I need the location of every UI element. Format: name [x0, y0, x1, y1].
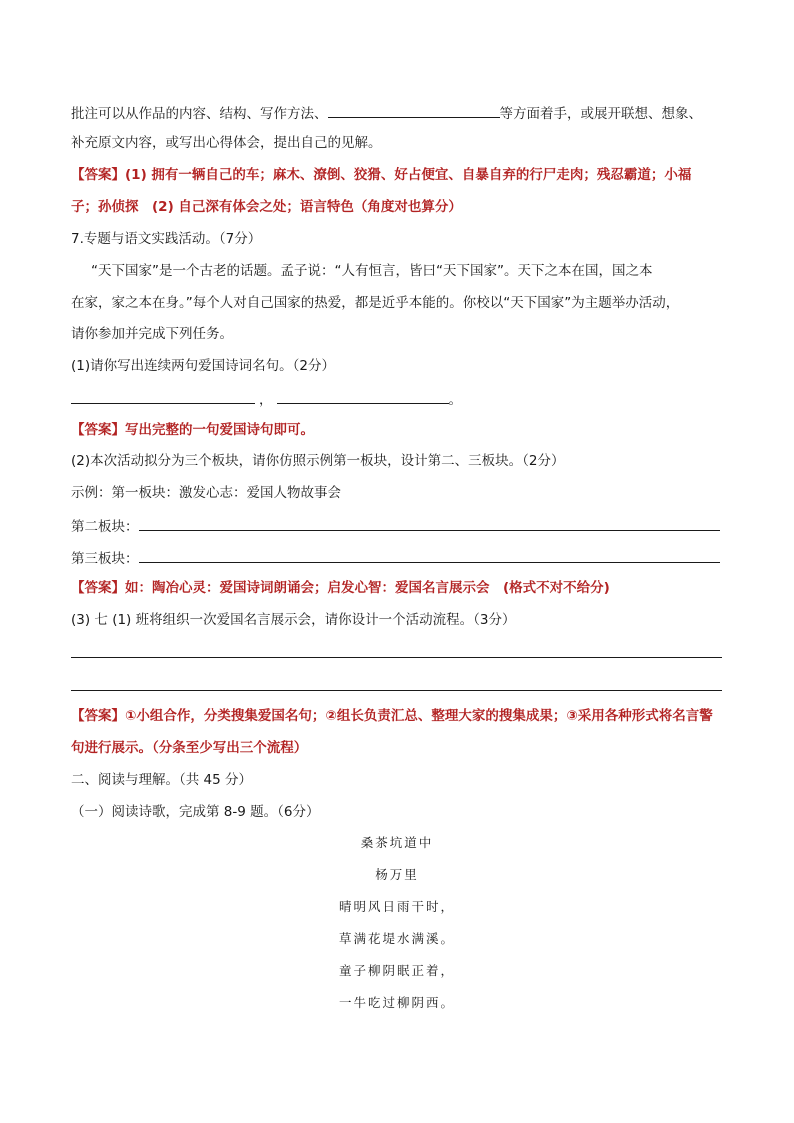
- poem-line-3: 童子柳阴眠正着，: [338, 963, 455, 978]
- poetry-blank-1[interactable]: [71, 389, 255, 404]
- board-3-label: 第三板块：: [71, 551, 139, 567]
- blank-comma: ，: [259, 392, 273, 408]
- annotation-instruction-line-1: [71, 103, 702, 123]
- board-2-row: [71, 516, 720, 536]
- sub-question-1: (1)请你写出连续两句爱国诗词名句。（2分）: [71, 358, 335, 374]
- board-3-blank[interactable]: [139, 548, 720, 563]
- sub-question-3: (3) 七 (1) 班将组织一次爱国名言展示会，请你设计一个活动流程。（3分）: [71, 612, 516, 628]
- answer-sub-1: 【答案】写出完整的一句爱国诗句即可。: [71, 422, 314, 438]
- annotation-instruction-line-2: 补充原文内容，或写出心得体会，提出自己的见解。: [71, 135, 382, 151]
- answer-sub-2: 【答案】如：陶冶心灵：爱国诗词朗诵会；启发心智：爱国名言展示会 (格式不对不给分): [71, 580, 610, 596]
- poem-author: 杨万里: [375, 867, 419, 882]
- instruction-text-after: 等方面着手，或展开联想、想象、: [499, 106, 702, 122]
- poem-title: 桑茶坑道中: [360, 835, 434, 850]
- board-2-label: 第二板块：: [71, 519, 139, 535]
- blank-period: 。: [448, 392, 462, 408]
- question-7-title: 7.专题与语文实践活动。（7分）: [71, 231, 262, 247]
- poem-line-4: 一牛吃过柳阴西。: [338, 995, 455, 1010]
- instruction-text-before: 批注可以从作品的内容、结构、写作方法、: [71, 106, 328, 122]
- section-2-subtitle: （一）阅读诗歌，完成第 8-9 题。（6分）: [71, 804, 320, 820]
- example-board-1: 示例：第一板块：激发心志：爱国人物故事会: [71, 485, 341, 501]
- answer-sub-3-line-1: 【答案】①小组合作，分类搜集爱国名句；②组长负责汇总、整理大家的搜集成果；③采用各种形式将名言警: [71, 708, 713, 724]
- answer-line-1: 【答案】(1) 拥有一辆自己的车；麻木、潦倒、狡猾、好占便宜、自暴自弃的行尸走肉；残忍霸道；小福: [71, 167, 692, 183]
- poetry-answer-blanks: [71, 389, 462, 409]
- section-2-title: 二、阅读与理解。（共 45 分）: [71, 772, 253, 788]
- poem-line-2: 草满花堤水满溪。: [338, 931, 455, 946]
- question-7-paragraph-line-3: 请你参加并完成下列任务。: [71, 326, 233, 342]
- poem-line-1: 晴明风日雨干时，: [338, 899, 455, 914]
- poetry-blank-2[interactable]: [277, 389, 449, 404]
- sub-question-2: (2)本次活动拟分为三个板块，请你仿照示例第一板块，设计第二、三板块。（2分）: [71, 453, 565, 469]
- answer-line-blank-2[interactable]: [71, 690, 722, 691]
- board-2-blank[interactable]: [139, 516, 720, 531]
- answer-sub-3-line-2: 句进行展示。（分条至少写出三个流程）: [71, 740, 308, 756]
- answer-line-2: 子；孙侦探 (2) 自己深有体会之处；语言特色（角度对也算分）: [71, 199, 462, 215]
- answer-line-blank-1[interactable]: [71, 657, 722, 658]
- question-7-paragraph-line-1: “天下国家”是一个古老的话题。孟子说：“人有恒言，皆曰“天下国家”。天下之本在国，国之本: [91, 263, 653, 279]
- question-7-paragraph-line-2: 在家，家之本在身。”每个人对自己国家的热爱，都是近乎本能的。你校以“天下国家”为主题举办活动，: [71, 295, 680, 311]
- fill-in-blank[interactable]: [328, 103, 500, 118]
- board-3-row: [71, 548, 720, 568]
